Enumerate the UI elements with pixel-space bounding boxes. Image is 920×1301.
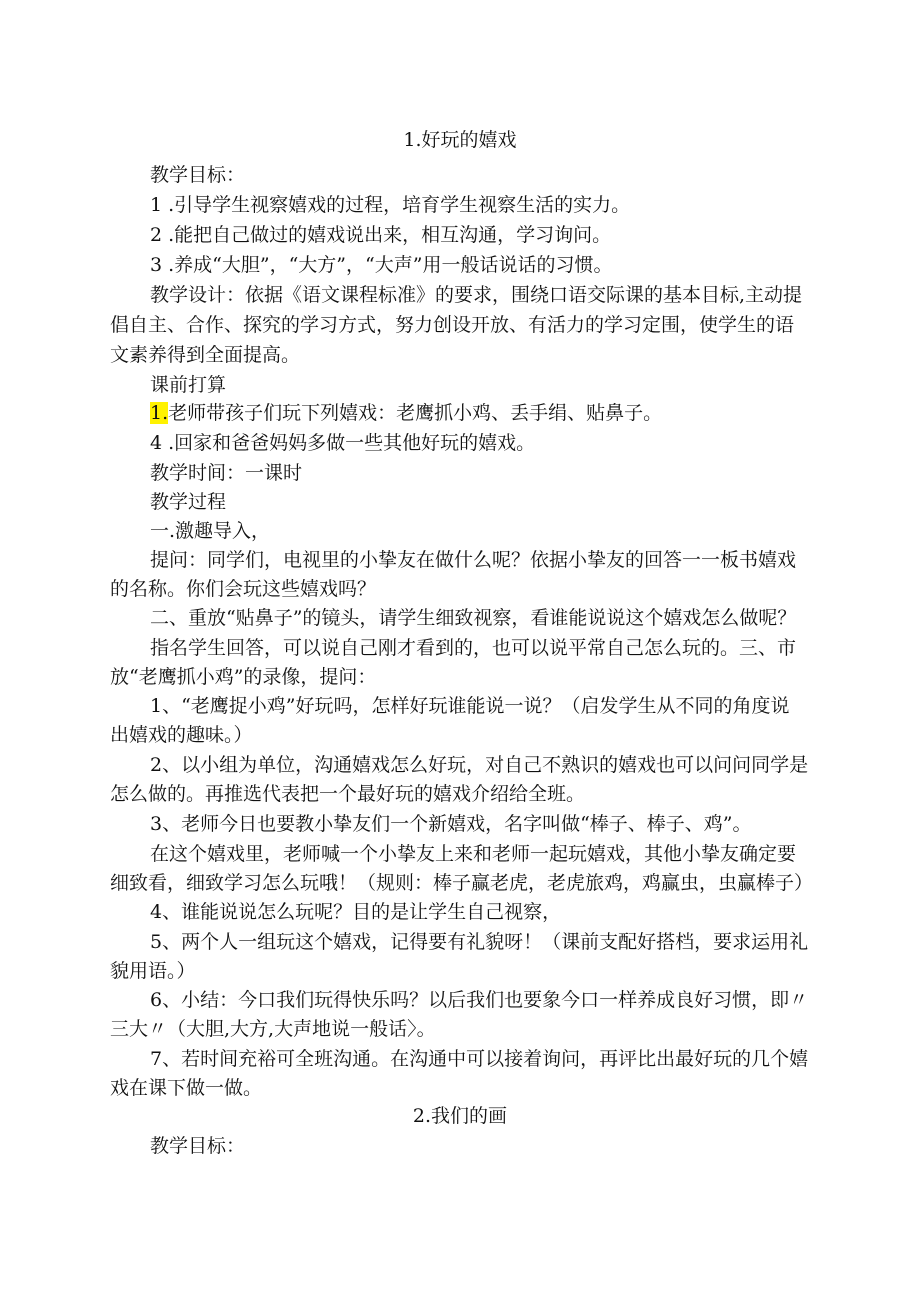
step-2: 二、重放“贴鼻子”的镜头，请学生细致视察，看谁能说说这个嬉戏怎么做呢？ — [150, 607, 797, 629]
prep-item-2: 4 .回家和爸爸妈妈多做一些其他好玩的嬉戏。 — [150, 432, 536, 454]
lesson-title-1: 1.好玩的嬉戏 — [403, 129, 517, 151]
point-7-line-1: 7、若时间充裕可全班沟通。在沟通中可以接着询问，再评比出最好玩的几个嬉 — [150, 1048, 809, 1070]
design-line-1: 教学设计：依据《语文课程标准》的要求，围绕口语交际课的基本目标,主动提 — [150, 284, 803, 306]
goals-heading: 教学目标： — [150, 164, 246, 186]
point-5-line-1: 5、两个人一组玩这个嬉戏，记得要有礼貌呀！（课前支配好搭档，要求运用礼 — [150, 931, 809, 953]
point-3: 3、老师今日也要教小挚友们一个新嬉戏，名字叫做“棒子、棒子、鸡”。 — [150, 813, 752, 835]
teaching-time: 教学时间：一课时 — [150, 462, 303, 484]
point-1-line-1: 1、“老鹰捉小鸡”好玩吗，怎样好玩谁能说一说？（启发学生从不同的角度说 — [150, 695, 790, 717]
point-6-line-1: 6、小结：今口我们玩得快乐吗？以后我们也要象今口一样养成良好习惯，即〃 — [150, 989, 809, 1011]
prep-item-1-text: 老师带孩子们玩下列嬉戏：老鹰抓小鸡、丢手绢、贴鼻子。 — [168, 402, 663, 424]
design-line-2: 倡自主、合作、探究的学习方式，努力创设开放、有活力的学习定围，使学生的语 — [110, 314, 795, 336]
goal-1: 1 .引导学生视察嬉戏的过程，培育学生视察生活的实力。 — [150, 194, 631, 216]
point-5-line-2: 貌用语。） — [110, 960, 196, 982]
point-1-line-2: 出嬉戏的趣味。） — [110, 724, 253, 746]
prep-item-1 — [150, 398, 662, 428]
answer-line-2: 放“老鹰抓小鸡”的录像，提问： — [110, 666, 377, 688]
prep-heading: 课前打算 — [150, 374, 227, 396]
question-line-2: 的名称。你们会玩这些嬉戏吗？ — [110, 578, 377, 600]
point-4: 4、谁能说说怎么玩呢？目的是让学生自己视察， — [150, 901, 562, 923]
point-2-line-2: 怎么做的。再推选代表把一个最好玩的嬉戏介绍给全班。 — [110, 783, 586, 805]
step-1: 一.激趣导入， — [150, 520, 271, 542]
lesson-title-2: 2.我们的画 — [412, 1105, 508, 1127]
point-2-line-1: 2、以小组为单位，沟通嬉戏怎么好玩，对自己不熟识的嬉戏也可以问问同学是 — [150, 754, 809, 776]
goals-2-heading: 教学目标： — [150, 1135, 246, 1157]
point-7-line-2: 戏在课下做一做。 — [110, 1077, 263, 1099]
goal-3: 3 .养成“大胆”，“大方”，“大声”用一般话说话的习惯。 — [150, 254, 613, 276]
point-3b-line-2: 细致看，细致学习怎么玩哦！（规则：棒子赢老虎，老虎旅鸡，鸡赢虫，虫赢棒子） — [110, 872, 814, 894]
goal-2: 2 .能把自己做过的嬉戏说出来，相互沟通，学习询问。 — [150, 224, 612, 246]
point-3b-line-1: 在这个嬉戏里，老师喊一个小挚友上来和老师一起玩嬉戏，其他小挚友确定要 — [150, 843, 797, 865]
answer-line-1: 指名学生回答，可以说自己刚才看到的，也可以说平常自己怎么玩的。三、市 — [150, 637, 797, 659]
point-6-line-2: 三大〃（大胆,大方,大声地说一般话〉。 — [110, 1018, 436, 1040]
design-line-3: 文素养得到全面提高。 — [110, 344, 301, 366]
question-line-1: 提问：同学们，电视里的小挚友在做什么呢？依据小挚友的回答一一板书嬉戏 — [150, 549, 797, 571]
highlight-number: 1. — [150, 402, 169, 424]
process-heading: 教学过程 — [150, 491, 227, 513]
